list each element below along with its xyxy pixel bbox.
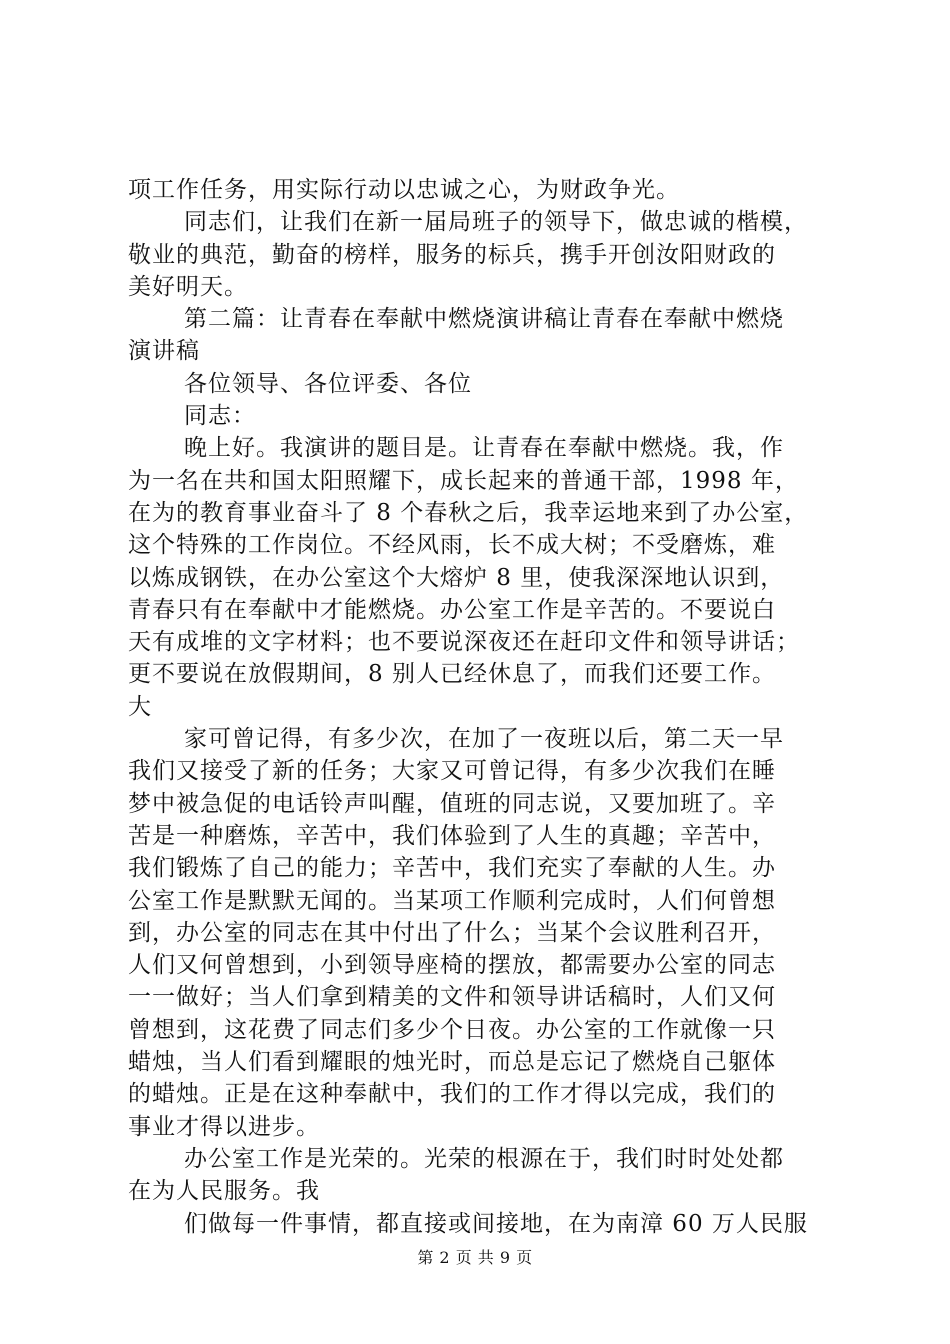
page-number-footer: 第 2 页 共 9 页 [417, 1248, 533, 1267]
text-line: 大 [128, 693, 152, 720]
text-line: 到，办公室的同志在其中付出了什么；当某个会议胜利召开， [128, 919, 776, 946]
text-line: 事业才得以进步。 [128, 1113, 320, 1140]
text-line: 一一做好；当人们拿到精美的文件和领导讲话稿时，人们又何 [128, 984, 776, 1011]
paragraph-start-line: 办公室工作是光荣的。光荣的根源在于，我们时时处处都 [184, 1145, 784, 1172]
text-line: 人们又何曾想到，小到领导座椅的摆放，都需要办公室的同志 [128, 952, 776, 979]
text-line: 我们又接受了新的任务；大家又可曾记得，有多少次我们在睡 [128, 758, 776, 785]
salutation-line: 同志： [184, 403, 256, 430]
text-line: 项工作任务，用实际行动以忠诚之心，为财政争光。 [128, 177, 680, 203]
salutation-line: 各位领导、各位评委、各位 [184, 370, 472, 397]
text-line: 蜡烛，当人们看到耀眼的烛光时，而总是忘记了燃烧自己躯体 [128, 1049, 776, 1076]
text-line: 更不要说在放假期间，8 别人已经休息了，而我们还要工作。 [128, 661, 776, 688]
text-line: 美好明天。 [128, 273, 248, 300]
text-line: 的蜡烛。正是在这种奉献中，我们的工作才得以完成，我们的 [128, 1081, 776, 1108]
text-line: 苦是一种磨炼，辛苦中，我们体验到了人生的真趣；辛苦中， [128, 822, 776, 849]
text-line: 在为人民服务。我 [128, 1178, 320, 1205]
text-line: 在为的教育事业奋斗了 8 个春秋之后，我幸运地来到了办公室， [128, 499, 809, 526]
section-heading-line: 第二篇：让青春在奉献中燃烧演讲稿让青春在奉献中燃烧 [184, 306, 784, 333]
paragraph-start-line: 晚上好。我演讲的题目是。让青春在奉献中燃烧。我，作 [184, 435, 784, 462]
paragraph-start-line: 家可曾记得，有多少次，在加了一夜班以后，第二天一早 [184, 726, 784, 753]
section-heading-line: 演讲稿 [128, 338, 200, 365]
text-line: 为一名在共和国太阳照耀下，成长起来的普通干部，1998 年， [128, 467, 799, 494]
text-line: 这个特殊的工作岗位。不经风雨，长不成大树；不受磨炼，难 [128, 532, 776, 559]
document-body [128, 174, 832, 1240]
text-line: 梦中被急促的电话铃声叫醒，值班的同志说，又要加班了。辛 [128, 790, 776, 817]
text-line: 敬业的典范，勤奋的榜样，服务的标兵，携手开创汝阳财政的 [128, 241, 776, 268]
text-line: 天有成堆的文字材料；也不要说深夜还在赶印文件和领导讲话； [128, 629, 800, 656]
paragraph-start-line: 同志们，让我们在新一届局班子的领导下，做忠诚的楷模， [184, 209, 808, 236]
text-line: 青春只有在奉献中才能燃烧。办公室工作是辛苦的。不要说白 [128, 596, 776, 623]
text-line: 我们锻炼了自己的能力；辛苦中，我们充实了奉献的人生。办 [128, 855, 776, 882]
paragraph-start-line: 们做每一件事情，都直接或间接地，在为南漳 60 万人民服 [184, 1210, 808, 1237]
text-line: 以炼成钢铁，在办公室这个大熔炉 8 里，使我深深地认识到， [128, 564, 785, 591]
text-line: 公室工作是默默无闻的。当某项工作顺利完成时，人们何曾想 [128, 887, 776, 914]
text-line: 曾想到，这花费了同志们多少个日夜。办公室的工作就像一只 [128, 1016, 776, 1043]
